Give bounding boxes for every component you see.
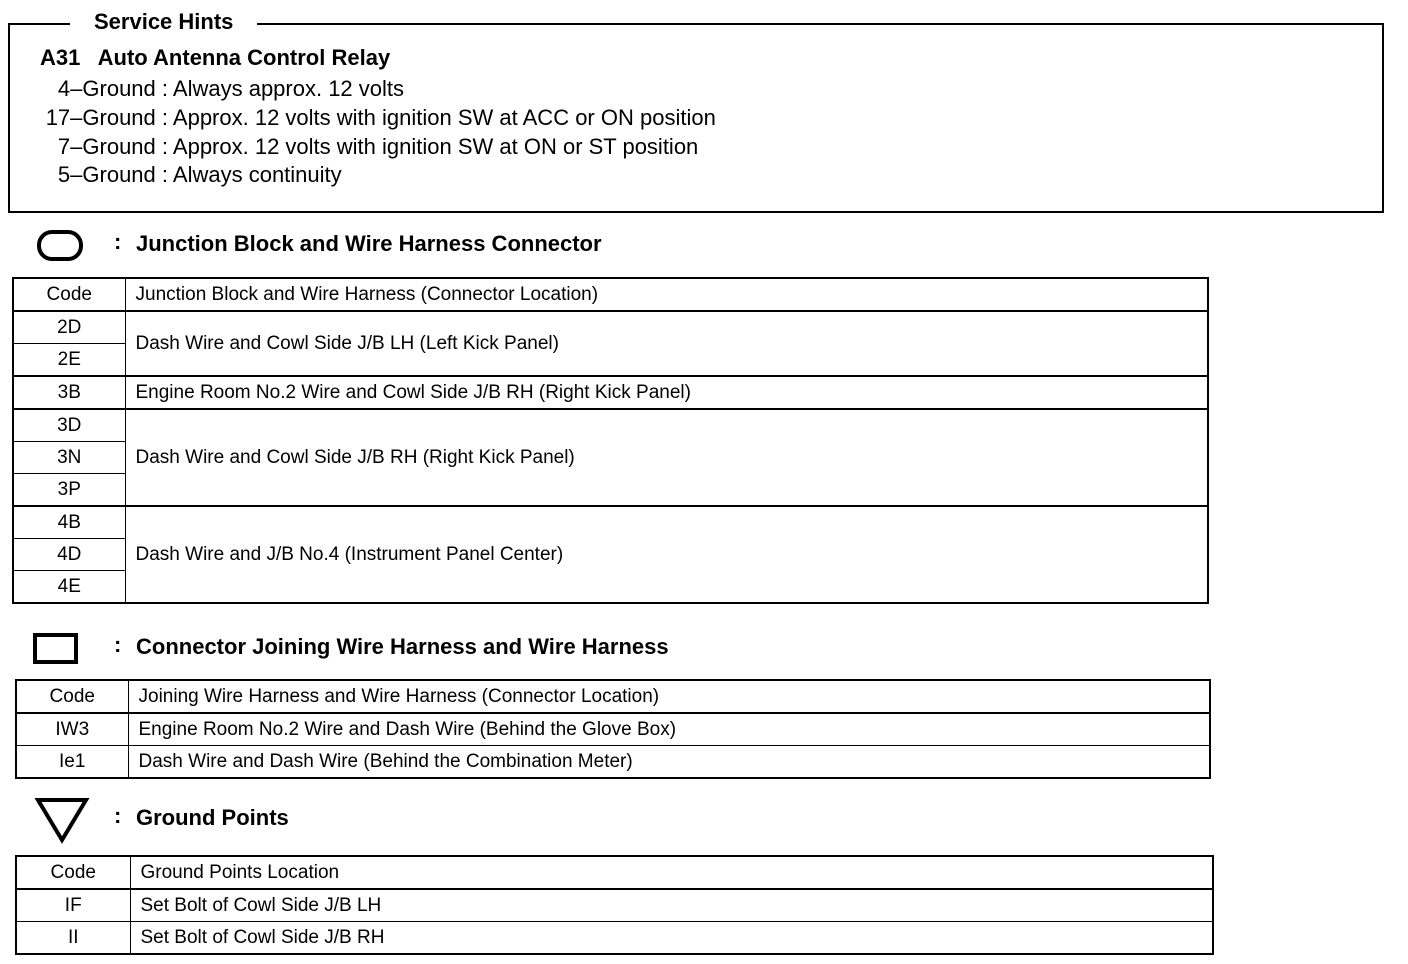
connector-location: Dash Wire and Cowl Side J/B RH (Right Kick Panel) [125,409,1208,506]
component-name: Auto Antenna Control Relay [97,45,391,70]
connector-code: 4E [13,571,125,604]
hint-pins: 5–Ground : [57,162,168,187]
section-colon: : [114,803,122,828]
connector-location: Dash Wire and Cowl Side J/B LH (Left Kick Panel) [125,311,1208,376]
ground-location: Set Bolt of Cowl Side J/B LH [130,889,1213,922]
connector-location: Dash Wire and Dash Wire (Behind the Combination Meter) [128,746,1210,779]
ground-section-title: Ground Points [136,805,289,830]
section-colon: : [114,632,122,657]
hint-desc: Always continuity [172,162,342,187]
junction-table [12,277,1209,604]
table-row [13,311,1208,344]
component-heading [40,44,390,72]
location-header: Junction Block and Wire Harness (Connector Location) [125,278,1208,311]
connector-code: 2D [13,311,125,344]
connector-code: IW3 [16,713,128,746]
code-header: Code [16,680,128,713]
connector-code: 3N [13,442,125,474]
hint-line [0,133,698,161]
hint-line [0,75,404,103]
section-colon: : [114,229,122,254]
code-header: Code [13,278,125,311]
connector-code: 4B [13,506,125,539]
hint-desc: Always approx. 12 volts [172,76,405,101]
connector-location: Dash Wire and J/B No.4 (Instrument Panel Center) [125,506,1208,603]
table-row [16,889,1213,922]
connector-code: 2E [13,344,125,377]
location-header: Joining Wire Harness and Wire Harness (Connector Location) [128,680,1210,713]
joining-table [15,679,1211,779]
table-header-row [13,278,1208,311]
connector-code: 3P [13,474,125,507]
rectangle-icon [32,632,80,666]
ground-code: II [16,922,130,955]
connector-code: 4D [13,539,125,571]
location-header: Ground Points Location [130,856,1213,889]
hint-pins: 4–Ground : [57,76,168,101]
ground-code: IF [16,889,130,922]
hint-line [0,104,716,132]
connector-location: Engine Room No.2 Wire and Dash Wire (Behind the Glove Box) [128,713,1210,746]
junction-section-title: Junction Block and Wire Harness Connector [136,231,602,256]
hint-pins: 7–Ground : [57,134,168,159]
hint-desc: Approx. 12 volts with ignition SW at ACC or ON position [172,105,716,130]
connector-code: 3D [13,409,125,442]
ground-table [15,855,1214,955]
triangle-down-icon [34,796,90,844]
hint-line [0,161,342,189]
ground-location: Set Bolt of Cowl Side J/B RH [130,922,1213,955]
joining-section-title: Connector Joining Wire Harness and Wire Harness [136,634,669,659]
connector-code: 3B [13,376,125,409]
connector-code: Ie1 [16,746,128,779]
table-row [13,376,1208,409]
table-header-row [16,680,1210,713]
table-row [13,506,1208,539]
hint-pins: 17–Ground : [45,105,168,130]
rounded-rect-icon [36,228,86,264]
table-header-row [16,856,1213,889]
service-hints-title: Service Hints [70,8,257,36]
table-row [13,409,1208,442]
table-row [16,746,1210,779]
table-row [16,713,1210,746]
code-header: Code [16,856,130,889]
table-row [16,922,1213,955]
component-code: A31 [40,45,81,70]
hint-desc: Approx. 12 volts with ignition SW at ON or ST position [172,134,699,159]
connector-location: Engine Room No.2 Wire and Cowl Side J/B RH (Right Kick Panel) [125,376,1208,409]
